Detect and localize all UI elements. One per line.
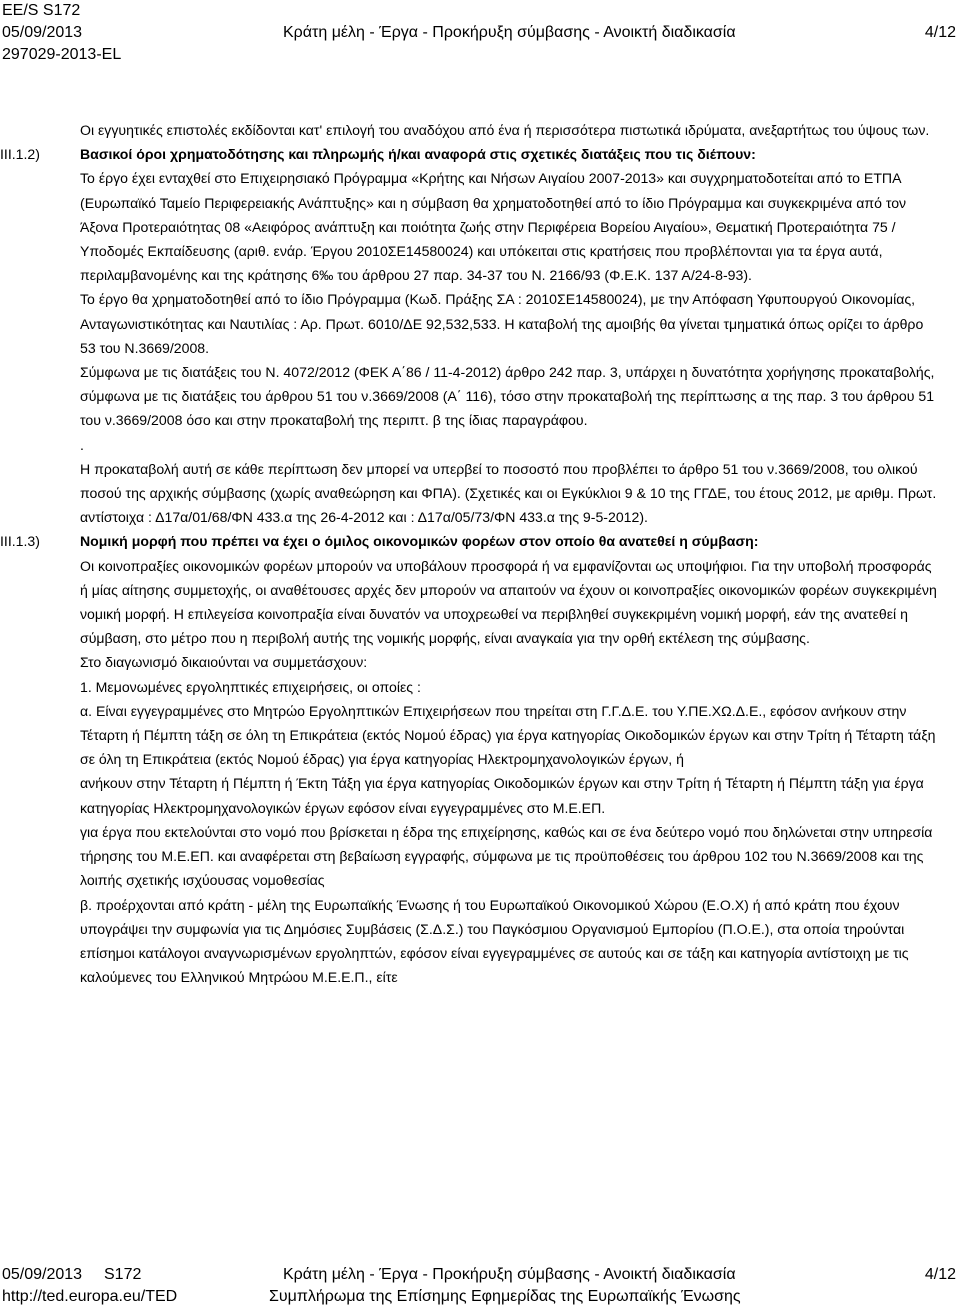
section-title: Νομική μορφή που πρέπει να έχει ο όμιλος οικονομικών φορέων στον οποίο θα ανατεθεί η σύμβαση: [80,533,759,550]
paragraph: Το έργο έχει ενταχθεί στο Επιχειρησιακό Πρόγραμμα «Κρήτης και Νήσων Αιγαίου 2007-2013» και συγχρηματοδοτείται από το ΕΤΠΑ (Ευρωπαϊκό Ταμείο Περιφερειακής Ανάπτυξης» και η σύμβαση θα χρηματοδοτηθεί από το ίδιο Πρόγραμμα και συγκεκριμένα από τον Άξονα Προτεραιότητας 08 «Αειφόρος ανάπτυξη και ποιότητα ζωής στην Περιφέρεια Βορείου Αιγαίου», Θεματική Προτεραιότητα 75 / Υποδομές Εκπαίδευσης (αριθ. ενάρ. Έργου 2010ΣΕ14580024) και υπόκειται στις κρατήσεις που προβλέπονται για τα έργα αυτά, περιλαμβανομένης και της κράτησης 6‰ του άρθρου 27 παρ. 34-37 του Ν. 2166/93 (Φ.Ε.Κ. 137 Α/24-8-93). [80,170,907,284]
intro-paragraph: Οι εγγυητικές επιστολές εκδίδονται κατ' επιλογή του αναδόχου από ένα ή περισσότερα πιστωτικά ιδρύματα, ανεξαρτήτως του ύψους των. [80,122,930,138]
document-body [0,118,940,989]
footer-page-number: 4/12 [924,1266,956,1283]
page-header [2,0,956,66]
header-date: 05/09/2013 [2,24,83,41]
paragraph: Στο διαγωνισμό δικαιούνται να συμμετάσχουν: [80,654,368,671]
ted-link[interactable]: http://ted.europa.eu/TED [2,1288,178,1305]
paragraph: . [80,436,84,453]
paragraph: Το έργο θα χρηματοδοτηθεί από το ίδιο Πρόγραμμα (Κωδ. Πράξης ΣΑ : 2010ΣΕ14580024), με την Απόφαση Υφυπουργού Οικονομίας, Ανταγωνιστικότητας και Ναυτιλίας : Αρ. Πρωτ. 6010/ΔΕ 92,532,533. Η καταβολή της αμοιβής θα γίνεται τμηματικά όπως ορίζει το άρθρο 53 του Ν.3669/2008. [80,291,924,356]
footer-date: 05/09/2013 [2,1266,83,1283]
header-page-number: 4/12 [924,24,956,41]
footer-supplement: Συμπλήρωμα της Επίσημης Εφημερίδας της Ευρωπαϊκής Ένωσης [269,1288,741,1305]
paragraph: για έργα που εκτελούνται στο νομό που βρίσκεται η έδρα της επιχείρησης, καθώς και σε ένα δεύτερο νομό που δηλώνεται στην υπηρεσία τήρησης του Μ.Ε.ΕΠ. και αναφέρεται στη βεβαίωση εγγραφής, σύμφωνα με τις προϋποθέσεις του άρθρου 102 του Ν.3669/2008 και της λοιπής σχετικής ισχύουσας νομοθεσίας [80,823,933,889]
footer-series: S172 [104,1266,142,1283]
section-number: III.1.2) [0,146,40,163]
paragraph: β. προέρχονται από κράτη - μέλη της Ευρωπαϊκής Ένωσης ή του Ευρωπαϊκού Οικονομικού Χώρου (Ε.Ο.Χ) ή από κράτη που έχουν υπογράψει την συμφωνία για τις Δημόσιες Συμβάσεις (Σ.Δ.Σ.) του Παγκόσμιου Οργανισμού Εμπορίου (Π.Ο.Ε.), στα οποία τηρούνται επίσημοι κατάλογοι αναγνωρισμένων εργοληπτών, εφόσον είναι εγγεγραμμένες σε αυτούς και σε τάξη και κατηγορία αντίστοιχη με τις καλούμενες του Ελληνικού Μητρώου Μ.Ε.Ε.Π., είτε [80,896,909,986]
section-title: Βασικοί όροι χρηματοδότησης και πληρωμής ή/και αναφορά στις σχετικές διατάξεις που τις διέπουν: [80,146,756,163]
footer-title: Κράτη μέλη - Έργα - Προκήρυξη σύμβασης - Ανοικτή διαδικασία [283,1266,736,1283]
page-footer [2,1264,956,1308]
paragraph: Σύμφωνα με τις διατάξεις του Ν. 4072/2012 (ΦΕΚ Α΄86 / 11-4-2012) άρθρο 242 παρ. 3, υπάρχει η δυνατότητα χορήγησης προκαταβολής, σύμφωνα με τις διατάξεις του άρθρου 51 του ν.3669/2008 (Α΄ 116), τόσο στην προκαταβολή της περίπτωσης α της παρ. 3 του άρθρου 51 του ν.3669/2008 όσο και στην προκαταβολή της περιπτ. β της ίδιας παραγράφου. [80,364,935,429]
header-title: Κράτη μέλη - Έργα - Προκήρυξη σύμβασης - Ανοικτή διαδικασία [283,24,736,41]
header-notice-id: 297029-2013-EL [2,46,122,63]
section-iii-1-2 [0,142,940,529]
paragraph: 1. Μεμονωμένες εργοληπτικές επιχειρήσεις, οι οποίες : [80,678,421,695]
paragraph: Οι κοινοπραξίες οικονομικών φορέων μπορούν να υποβάλουν προσφορά ή να εμφανίζονται ως υποψήφιοι. Για την υποβολή προσφοράς ή μίας αίτησης συμμετοχής, οι αναθέτουσες αρχές δεν μπορούν να απαιτούν να έχουν οι κοινοπραξίες οικονομικών φορέων συγκεκριμένη νομική μορφή. Η επιλεγείσα κοινοπραξία είναι δυνατόν να υποχρεωθεί να περιβληθεί συγκεκριμένη νομική μορφή, εάν της ανατεθεί η σύμβαση, στο μέτρο που η περιβολή αυτής της νομικής μορφής, είναι αναγκαία για την ορθή εκτέλεση της σύμβασης. [80,557,937,647]
section-number: III.1.3) [0,533,40,550]
paragraph: ανήκουν στην Τέταρτη ή Πέμπτη ή Έκτη Τάξη για έργα κατηγορίας Οικοδομικών έργων και στην Τρίτη ή Τέταρτη ή Πέμπτη τάξη για έργα κατηγορίας Ηλεκτρομηχανολογικών έργων εφόσον είναι εγγεγραμμένες στο Μ.Ε.ΕΠ. [80,775,924,816]
header-notice-ref: EE/S S172 [2,2,81,19]
section-iii-1-3 [0,529,940,989]
paragraph: α. Είναι εγγεγραμμένες στο Μητρώο Εργοληπτικών Επιχειρήσεων που τηρείται στη Γ.Γ.Δ.Ε. του Υ.ΠΕ.ΧΩ.Δ.Ε., εφόσον ανήκουν στην Τέταρτη ή Πέμπτη τάξη σε όλη τη Επικράτεια (εκτός Νομού έδρας) για έργα κατηγορίας Οικοδομικών έργων και στην Τρίτη ή Τέταρτη τάξη σε όλη τη Επικράτεια (εκτός Νομού έδρας) για έργα κατηγορίας Ηλεκτρομηχανολογικών έργων, ή [80,702,936,768]
paragraph: Η προκαταβολή αυτή σε κάθε περίπτωση δεν μπορεί να υπερβεί το ποσοστό που προβλέπει το άρθρο 51 του ν.3669/2008, του ολικού ποσού της αρχικής σύμβασης (χωρίς αναθεώρηση και ΦΠΑ). (Σχετικές και οι Εγκύκλιοι 9 & 10 της ΓΓΔΕ, του έτους 2012, με αριθμ. Πρωτ. αντίστοιχα : Δ17α/01/68/ΦΝ 433.α της 26-4-2012 και : Δ17α/05/73/ΦΝ 433.α της 9-5-2012). [80,460,937,526]
